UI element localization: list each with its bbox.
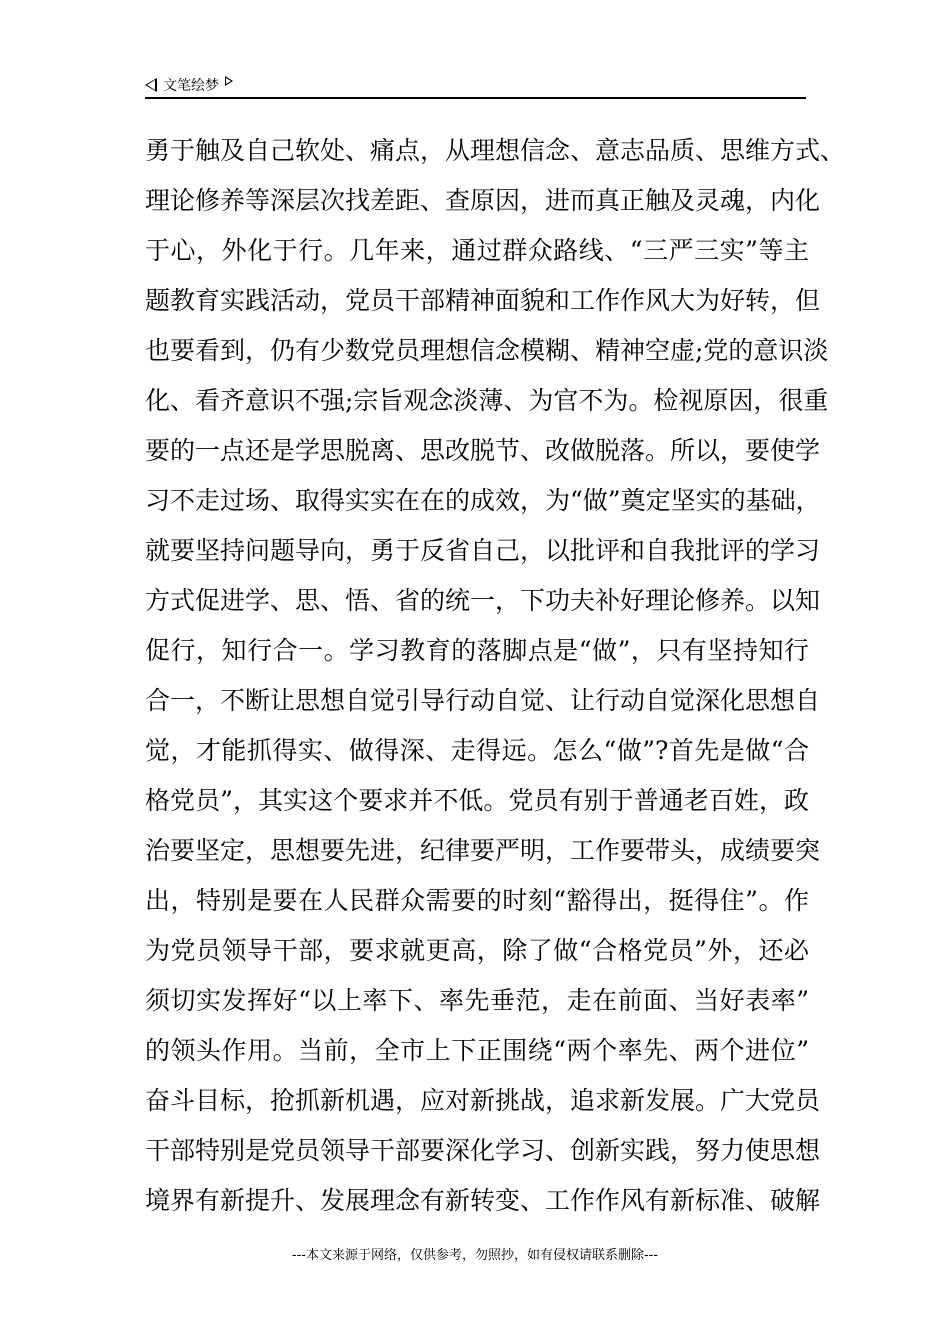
- text-line: 合一，不断让思想自觉引导行动自觉、让行动自觉深化思想自: [145, 686, 821, 715]
- text-line: 于心，外化于行。几年来，通过群众路线、“三严三实”等主: [145, 236, 809, 265]
- text-line: 觉，才能抓得实、做得深、走得远。怎么“做”?首先是做“合: [145, 736, 809, 765]
- text-line: 也要看到，仍有少数党员理想信念模糊、精神空虚;党的意识淡: [145, 336, 829, 365]
- header-brand: 文笔绘梦: [163, 78, 219, 94]
- text-line: 境界有新提升、发展理念有新转变、工作作风有新标准、破解: [145, 1186, 821, 1215]
- text-line: 题教育实践活动，党员干部精神面貌和工作作风大为好转，但: [145, 286, 821, 315]
- text-line: 须切实发挥好“以上率下、率先垂范，走在前面、当好表率”: [145, 986, 809, 1015]
- page-header: [145, 73, 806, 99]
- text-line: 为党员领导干部，要求就更高，除了做“合格党员”外，还必: [145, 936, 809, 965]
- text-line: 格党员”，其实这个要求并不低。党员有别于普通老百姓，政: [145, 786, 809, 815]
- triangle-left-icon: [145, 78, 157, 92]
- text-line: 干部特别是党员领导干部要深化学习、创新实践，努力使思想: [145, 1136, 821, 1165]
- text-line: 出，特别是要在人民群众需要的时刻“豁得出，挺得住”。作: [145, 886, 809, 915]
- text-line: 理论修养等深层次找差距、查原因，进而真正触及灵魂，内化: [145, 186, 821, 215]
- text-line: 就要坚持问题导向，勇于反省自己，以批评和自我批评的学习: [145, 536, 821, 565]
- footer-notice: ---本文来源于网络，仅供参考，勿照抄，如有侵权请联系删除---: [291, 1248, 659, 1263]
- text-line: 促行，知行合一。学习教育的落脚点是“做”，只有坚持知行: [145, 636, 809, 665]
- text-line: 治要坚定，思想要先进，纪律要严明，工作要带头，成绩要突: [145, 836, 821, 865]
- text-line: 方式促进学、思、悟、省的统一，下功夫补好理论修养。以知: [145, 586, 821, 615]
- text-line: 习不走过场、取得实实在在的成效，为“做”奠定坚实的基础，: [145, 486, 821, 515]
- text-line: 化、看齐意识不强;宗旨观念淡薄、为官不为。检视原因，很重: [145, 386, 829, 415]
- text-line: 的领头作用。当前，全市上下正围绕“两个率先、两个进位”: [145, 1036, 809, 1065]
- triangle-right-icon: [225, 76, 233, 86]
- text-line: 勇于触及自己软处、痛点，从理想信念、意志品质、思维方式、: [145, 136, 846, 165]
- text-line: 要的一点还是学思脱离、思改脱节、改做脱落。所以，要使学: [145, 436, 821, 465]
- document-body: [145, 126, 846, 1226]
- text-line: 奋斗目标，抢抓新机遇，应对新挑战，追求新发展。广大党员: [145, 1086, 821, 1115]
